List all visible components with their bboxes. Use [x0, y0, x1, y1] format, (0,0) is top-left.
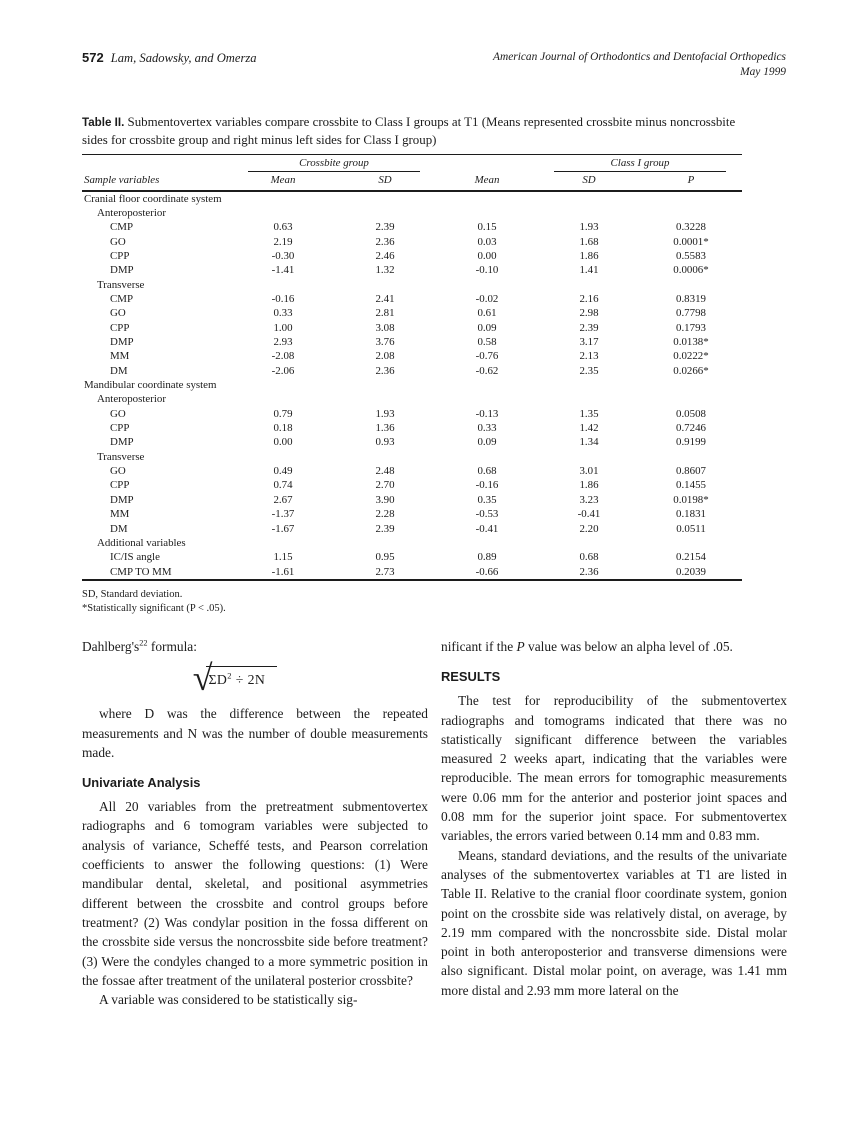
cell-value: 0.0511 — [676, 522, 706, 535]
spanner-spacer — [82, 155, 232, 172]
row-label: CMP TO MM — [110, 565, 172, 578]
cell-value: -0.10 — [475, 264, 499, 277]
cell-value: -0.16 — [475, 479, 499, 492]
row-label: GO — [110, 407, 126, 420]
row-label: CPP — [110, 422, 130, 435]
cell-value: 1.68 — [579, 235, 599, 248]
cell-value: -2.08 — [271, 350, 295, 363]
table-rules-box — [82, 154, 742, 581]
cell-value: 0.8319 — [676, 293, 706, 305]
cell-value: -0.41 — [577, 508, 601, 521]
text-segment: Dahlberg's — [82, 639, 140, 654]
table-row — [82, 565, 742, 579]
table-row — [82, 550, 742, 564]
cell-value: 0.33 — [273, 307, 293, 320]
cell-value: 2.35 — [579, 364, 599, 377]
table-row — [82, 249, 742, 263]
column-header-sample-variables: Sample variables — [82, 172, 232, 191]
group-header-cell — [538, 155, 742, 172]
cell-value: 2.36 — [579, 565, 599, 578]
table-row — [82, 235, 742, 249]
cell-value: 3.76 — [375, 336, 395, 349]
row-label: DM — [110, 364, 128, 377]
superscript: 2 — [227, 670, 232, 681]
table-row — [82, 493, 742, 507]
cell-value: 0.61 — [477, 307, 497, 320]
row-label: IC/IS angle — [110, 551, 160, 564]
table-row — [82, 421, 742, 435]
cell-value: 2.70 — [375, 479, 395, 492]
cell-value: 0.0222* — [673, 350, 709, 363]
row-label: Additional variables — [97, 536, 186, 549]
cell-value: 0.0006* — [673, 264, 709, 277]
cell-value: -0.02 — [475, 293, 499, 305]
cell-value: -0.66 — [475, 565, 499, 578]
table-caption — [82, 114, 742, 149]
cell-value: 2.81 — [375, 307, 395, 320]
text-column-right — [441, 637, 787, 1000]
cell-value: 0.68 — [477, 465, 497, 478]
cell-value: 1.35 — [579, 407, 599, 420]
cell-value: 0.00 — [273, 436, 293, 449]
cell-value: -0.41 — [475, 522, 499, 535]
table-row — [82, 450, 742, 464]
paragraph — [82, 797, 428, 990]
paragraph — [441, 691, 787, 845]
cell-value: 1.32 — [375, 264, 395, 277]
cell-value: -1.41 — [271, 264, 295, 277]
formula — [82, 658, 388, 699]
text-segment: ÷ 2N — [231, 672, 266, 688]
text-segment: ΣD — [208, 672, 228, 688]
cell-value: 0.2039 — [676, 565, 706, 578]
cell-value: 0.33 — [477, 422, 497, 435]
column-header-sd-class1: SD — [538, 172, 640, 191]
paragraph — [82, 637, 428, 656]
cell-value: 0.1455 — [676, 479, 706, 492]
cell-value: 2.16 — [579, 293, 599, 305]
cell-value: 0.63 — [273, 221, 293, 234]
cell-value: 1.86 — [579, 249, 599, 262]
cell-value: 2.48 — [375, 465, 395, 478]
cell-value: 1.93 — [375, 407, 395, 420]
italic-text: P — [516, 639, 525, 654]
cell-value: 2.39 — [579, 321, 599, 334]
table-row — [82, 407, 742, 421]
table-row — [82, 292, 742, 306]
row-label: Anteroposterior — [97, 206, 166, 219]
cell-value: 0.49 — [273, 465, 293, 478]
cell-value: 2.46 — [375, 249, 395, 262]
cell-value: 1.34 — [579, 436, 599, 449]
cell-value: 2.73 — [375, 565, 395, 578]
cell-value: 1.00 — [273, 321, 293, 334]
cell-value: 2.39 — [375, 221, 395, 234]
cell-value: 3.01 — [579, 465, 599, 478]
running-authors: Lam, Sadowsky, and Omerza — [110, 51, 257, 65]
cell-value: 0.74 — [273, 479, 293, 492]
table-row — [82, 306, 742, 320]
paragraph — [82, 704, 428, 762]
cell-value: 0.5583 — [676, 249, 706, 262]
group-header-row — [82, 155, 742, 172]
cell-value: 0.09 — [477, 436, 497, 449]
cell-value: -1.61 — [271, 565, 295, 578]
text-segment: All 20 variables from the pretreatment submentovertex radiographs and 6 tomogram variables were subjected to analysis of variance, Scheffé tests, and Pearson correlation coefficients to answer the following questions: (1) Were mandibular dental, skeletal, and positional asymmetries different between the crossbite and control groups before treatment? (2) Was condylar position in the fossa different on the crossbite side versus the noncrossbite side before treatment? (3) Were the condyles changed to a more symmetric position in the fossae after treatment of the unilateral posterior crossbite? — [82, 799, 428, 988]
row-label: DMP — [110, 336, 134, 349]
cell-value: 1.93 — [579, 221, 599, 234]
row-label: CPP — [110, 249, 130, 262]
row-label: DMP — [110, 436, 134, 449]
cell-value: 0.7798 — [676, 307, 706, 320]
cell-value: 0.18 — [273, 422, 293, 435]
text-segment: A variable was considered to be statistically sig- — [99, 992, 358, 1008]
table-row — [82, 335, 742, 349]
cell-value: 0.09 — [477, 321, 497, 334]
cell-value: 3.17 — [579, 336, 599, 349]
row-label: CMP — [110, 293, 134, 305]
table-row — [82, 435, 742, 449]
cell-value: 2.36 — [375, 364, 395, 377]
row-label: MM — [110, 350, 130, 363]
row-label: CPP — [110, 479, 130, 492]
text-segment: The test for reproducibility of the submentovertex radiographs and tomograms indicated that there was no statistically significant difference between the variables measured 2 weeks apart, indicating that the variables were reproducible. The mean errors for tomographic measurements were 0.06 mm for the anterior and posterior joint spaces and 0.08 mm for the superior joint space. For submentovertex variables, the errors varied between 0.14 mm and 0.83 mm. — [441, 693, 787, 844]
row-label: CMP — [110, 221, 134, 234]
journal-issue-date: May 1999 — [740, 65, 786, 78]
cell-value: 0.0001* — [673, 235, 709, 248]
section-heading: RESULTS — [441, 669, 501, 685]
cell-value: -0.16 — [271, 293, 295, 305]
journal-title: American Journal of Orthodontics and Dentofacial Orthopedics — [493, 51, 786, 63]
cell-value: 0.7246 — [676, 422, 706, 435]
section-heading: Univariate Analysis — [82, 775, 201, 791]
cell-value: 0.03 — [477, 235, 497, 248]
table-row — [82, 378, 742, 392]
table-row — [82, 220, 742, 234]
footnote-sd: SD, Standard deviation. — [82, 588, 183, 600]
cell-value: 2.28 — [375, 508, 395, 521]
group-header-cell — [232, 155, 436, 172]
table-row — [82, 392, 742, 406]
table-row — [82, 263, 742, 277]
group-header-crossbite: Crossbite group — [248, 155, 420, 172]
table-body — [82, 191, 742, 579]
cell-value: 3.90 — [375, 493, 395, 506]
radical-sign: √ — [192, 658, 213, 699]
table-row — [82, 464, 742, 478]
column-header-p: P — [640, 172, 742, 191]
table-label: Table II. — [82, 116, 125, 129]
row-label: GO — [110, 465, 126, 478]
cell-value: 2.67 — [273, 493, 293, 506]
text-segment: nificant if the — [441, 639, 517, 654]
cell-value: 1.41 — [579, 264, 599, 277]
table-row — [82, 191, 742, 206]
cell-value: -0.13 — [475, 407, 499, 420]
table-row — [82, 278, 742, 292]
cell-value: 0.0266* — [673, 364, 709, 377]
cell-value: 0.79 — [273, 407, 293, 420]
paragraph — [82, 990, 428, 1009]
radicand — [206, 666, 277, 688]
row-label: Anteroposterior — [97, 393, 166, 406]
cell-value: -0.62 — [475, 364, 499, 377]
cell-value: 1.86 — [579, 479, 599, 492]
cell-value: 2.36 — [375, 235, 395, 248]
cell-value: 0.0198* — [673, 493, 709, 506]
table-row — [82, 321, 742, 335]
cell-value: 1.36 — [375, 422, 395, 435]
row-label: Transverse — [97, 278, 145, 291]
column-header-mean-class1: Mean — [436, 172, 538, 191]
table-row — [82, 206, 742, 220]
footnote-significance: *Statistically significant (P < .05). — [82, 602, 226, 614]
cell-value: 0.3228 — [676, 221, 706, 234]
cell-value: 0.8607 — [676, 465, 706, 478]
cell-value: 0.15 — [477, 221, 497, 234]
cell-value: -0.30 — [271, 249, 295, 262]
cell-value: 2.13 — [579, 350, 599, 363]
table-caption-text: Submentovertex variables compare crossbite to Class I groups at T1 (Means represented crossbite minus noncrossbite sides for crossbite group and right minus left sides for Class I group) — [82, 115, 736, 147]
column-header-row — [82, 172, 742, 191]
cell-value: 0.93 — [375, 436, 395, 449]
cell-value: 0.58 — [477, 336, 497, 349]
cell-value: 2.08 — [375, 350, 395, 363]
cell-value: 0.9199 — [676, 436, 706, 449]
cell-value: 3.23 — [579, 493, 599, 506]
spanner-spacer — [436, 155, 538, 172]
row-label: DM — [110, 522, 128, 535]
cell-value: 0.00 — [477, 249, 497, 262]
table-row — [82, 536, 742, 550]
row-label: DMP — [110, 264, 134, 277]
cell-value: 0.1793 — [676, 321, 706, 334]
text-segment: formula: — [147, 639, 197, 654]
table-2-block — [82, 114, 742, 615]
cell-value: 2.98 — [579, 307, 599, 320]
cell-value: 1.42 — [579, 422, 599, 435]
row-label: CPP — [110, 321, 130, 334]
cell-value: 2.19 — [273, 235, 293, 248]
running-head-left — [82, 50, 257, 66]
cell-value: 0.1831 — [676, 508, 706, 521]
column-header-sd-crossbite: SD — [334, 172, 436, 191]
row-label: GO — [110, 307, 126, 320]
page-number: 572 — [82, 50, 104, 65]
text-segment: Means, standard deviations, and the results of the univariate analyses of the submentovertex variables at T1 are listed in Table II. Relative to the cranial floor coordinate system, gonion point on the crossbite side was relatively distal, on average, by 2.19 mm compared with the noncrossbite side. Distal molar point in both anteroposterior and transverse dimensions were also significant. Distal molar point, on average, was 1.41 mm more distal and 2.93 mm more lateral on the — [441, 847, 787, 998]
text-segment: where D was the difference between the repeated measurements and N was the number of double measurements made. — [82, 706, 428, 760]
table-row — [82, 522, 742, 536]
paragraph — [441, 637, 787, 656]
row-label: MM — [110, 508, 130, 521]
cell-value: 0.89 — [477, 551, 497, 564]
table-row — [82, 507, 742, 521]
cell-value: 0.2154 — [676, 551, 706, 564]
row-label: Mandibular coordinate system — [84, 379, 217, 392]
cell-value: 0.35 — [477, 493, 497, 506]
table-row — [82, 364, 742, 378]
cell-value: 0.0508 — [676, 407, 706, 420]
cell-value: 0.0138* — [673, 336, 709, 349]
cell-value: -2.06 — [271, 364, 295, 377]
cell-value: 2.20 — [579, 522, 599, 535]
cell-value: 3.08 — [375, 321, 395, 334]
superscript: 22 — [139, 638, 148, 648]
text-segment: value was below an alpha level of .05. — [524, 639, 733, 654]
page-header — [82, 50, 786, 79]
row-label: GO — [110, 235, 126, 248]
cell-value: 0.68 — [579, 551, 599, 564]
cell-value: -0.76 — [475, 350, 499, 363]
running-head-right — [493, 50, 786, 79]
row-label: DMP — [110, 493, 134, 506]
cell-value: 2.41 — [375, 293, 395, 305]
data-table — [82, 155, 742, 579]
table-row — [82, 478, 742, 492]
table-row — [82, 349, 742, 363]
group-header-class1: Class I group — [554, 155, 726, 172]
text-column-left — [82, 637, 428, 1009]
cell-value: -0.53 — [475, 508, 499, 521]
cell-value: 2.93 — [273, 336, 293, 349]
row-label: Cranial floor coordinate system — [84, 192, 222, 205]
cell-value: 0.95 — [375, 551, 395, 564]
cell-value: 1.15 — [273, 551, 293, 564]
row-label: Transverse — [97, 450, 145, 463]
cell-value: -1.67 — [271, 522, 295, 535]
table-footnotes — [82, 588, 742, 616]
cell-value: -1.37 — [271, 508, 295, 521]
column-header-mean-crossbite: Mean — [232, 172, 334, 191]
paragraph — [441, 846, 787, 1000]
cell-value: 2.39 — [375, 522, 395, 535]
